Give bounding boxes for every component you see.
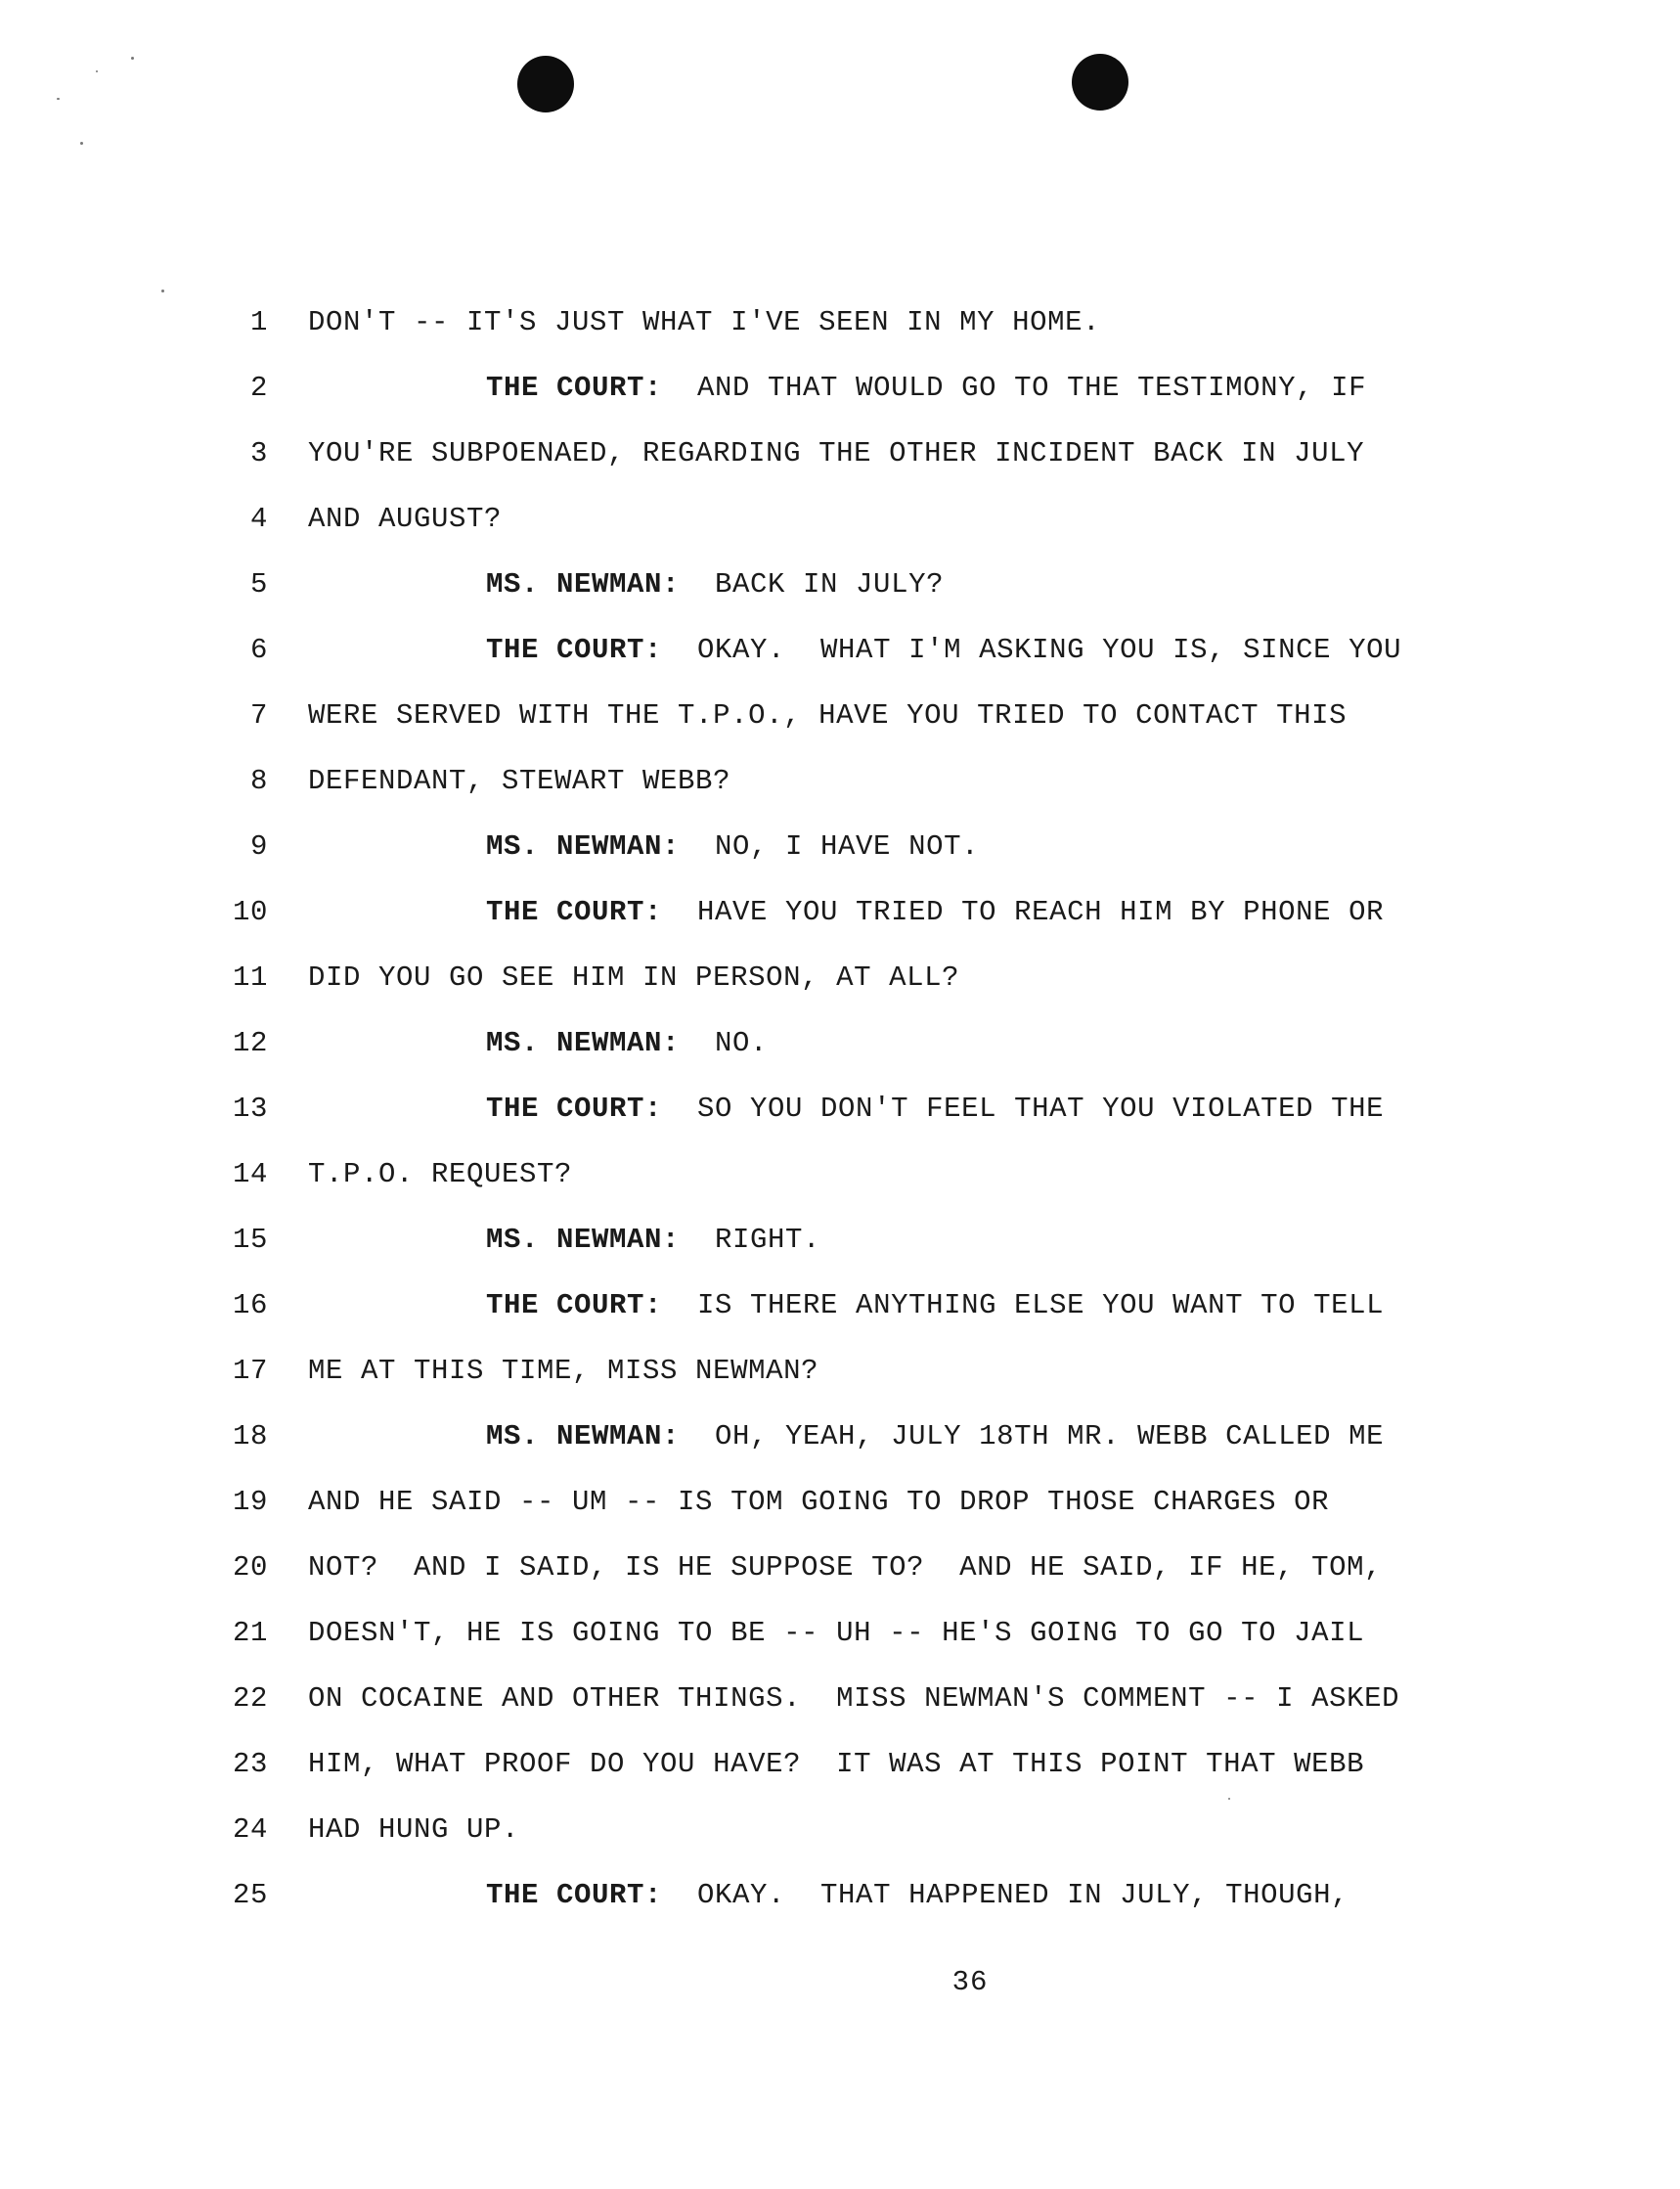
line-text <box>486 1076 1384 1141</box>
transcript-line <box>0 1076 1680 1141</box>
spoken-text: OKAY. WHAT I'M ASKING YOU IS, SINCE YOU <box>662 634 1402 666</box>
line-number: 24 <box>232 1813 268 1846</box>
transcript-line <box>0 1141 1680 1207</box>
line-number: 23 <box>232 1748 268 1780</box>
transcript-line <box>0 1666 1680 1731</box>
transcript-line <box>0 1273 1680 1338</box>
line-text <box>308 748 730 814</box>
scan-speck <box>131 57 134 60</box>
line-text <box>308 421 1364 486</box>
spoken-text: HAD HUNG UP. <box>308 1813 520 1846</box>
line-text <box>308 1141 572 1207</box>
line-number: 10 <box>232 896 268 928</box>
speaker-label: THE COURT: <box>486 634 663 666</box>
line-number: 13 <box>232 1093 268 1125</box>
spoken-text: YOU'RE SUBPOENAED, REGARDING THE OTHER INCIDENT BACK IN JULY <box>308 437 1365 469</box>
line-text <box>308 1731 1364 1797</box>
transcript-line <box>0 421 1680 486</box>
spoken-text: DOESN'T, HE IS GOING TO BE -- UH -- HE'S GOING TO GO TO JAIL <box>308 1617 1365 1649</box>
spoken-text: NO. <box>680 1027 769 1059</box>
line-text <box>308 1469 1329 1535</box>
spoken-text: HIM, WHAT PROOF DO YOU HAVE? IT WAS AT THIS POINT THAT WEBB <box>308 1748 1365 1780</box>
transcript-line <box>0 1207 1680 1273</box>
transcript-line <box>0 879 1680 945</box>
speaker-label: THE COURT: <box>486 896 663 928</box>
line-text <box>486 1010 768 1076</box>
line-number: 11 <box>232 961 268 994</box>
line-text <box>486 1404 1384 1469</box>
line-text <box>486 1273 1384 1338</box>
speaker-label: THE COURT: <box>486 1093 663 1125</box>
line-text <box>308 683 1347 748</box>
line-number: 15 <box>232 1224 268 1256</box>
punch-hole-right <box>1072 54 1128 111</box>
spoken-text: ON COCAINE AND OTHER THINGS. MISS NEWMAN'S COMMENT -- I ASKED <box>308 1682 1400 1715</box>
transcript-line <box>0 552 1680 617</box>
line-number: 17 <box>232 1355 268 1387</box>
line-text <box>308 1535 1382 1600</box>
transcript-body <box>0 290 1680 1928</box>
line-text <box>308 486 502 552</box>
spoken-text: DEFENDANT, STEWART WEBB? <box>308 765 731 797</box>
spoken-text: AND HE SAID -- UM -- IS TOM GOING TO DROP THOSE CHARGES OR <box>308 1486 1330 1518</box>
transcript-line <box>0 945 1680 1010</box>
line-text <box>486 1862 1348 1928</box>
transcript-line <box>0 1469 1680 1535</box>
transcript-line <box>0 814 1680 879</box>
transcript-line <box>0 1600 1680 1666</box>
line-text <box>308 1338 818 1404</box>
line-text <box>486 617 1401 683</box>
line-number: 22 <box>232 1682 268 1715</box>
spoken-text: OH, YEAH, JULY 18TH MR. WEBB CALLED ME <box>680 1420 1385 1452</box>
line-text <box>308 1666 1399 1731</box>
transcript-line <box>0 1010 1680 1076</box>
line-text <box>486 355 1366 421</box>
transcript-line <box>0 1338 1680 1404</box>
line-text <box>486 879 1384 945</box>
speaker-label: THE COURT: <box>486 1879 663 1911</box>
transcript-line <box>0 683 1680 748</box>
line-number: 14 <box>232 1158 268 1190</box>
line-text <box>308 1797 519 1862</box>
spoken-text: ME AT THIS TIME, MISS NEWMAN? <box>308 1355 819 1387</box>
spoken-text: AND AUGUST? <box>308 503 503 535</box>
line-number: 12 <box>232 1027 268 1059</box>
speaker-label: THE COURT: <box>486 1289 663 1321</box>
spoken-text: T.P.O. REQUEST? <box>308 1158 573 1190</box>
line-number: 4 <box>249 503 268 535</box>
line-text <box>308 290 1100 355</box>
line-number: 8 <box>249 765 268 797</box>
spoken-text: AND THAT WOULD GO TO THE TESTIMONY, IF <box>662 372 1367 404</box>
line-number: 18 <box>232 1420 268 1452</box>
line-text <box>308 1600 1364 1666</box>
spoken-text: DON'T -- IT'S JUST WHAT I'VE SEEN IN MY HOME. <box>308 306 1101 338</box>
spoken-text: RIGHT. <box>680 1224 821 1256</box>
line-number: 5 <box>249 568 268 601</box>
spoken-text: OKAY. THAT HAPPENED IN JULY, THOUGH, <box>662 1879 1349 1911</box>
speaker-label: MS. NEWMAN: <box>486 568 681 601</box>
line-number: 19 <box>232 1486 268 1518</box>
scan-speck <box>96 70 98 72</box>
line-number: 1 <box>249 306 268 338</box>
transcript-line <box>0 290 1680 355</box>
transcript-line <box>0 1731 1680 1797</box>
transcript-line <box>0 748 1680 814</box>
punch-hole-left <box>517 56 574 112</box>
spoken-text: NO, I HAVE NOT. <box>680 830 980 863</box>
scan-speck <box>80 142 83 145</box>
line-number: 21 <box>232 1617 268 1649</box>
transcript-line <box>0 1862 1680 1928</box>
spoken-text: NOT? AND I SAID, IS HE SUPPOSE TO? AND HE SAID, IF HE, TOM, <box>308 1551 1383 1584</box>
line-text <box>486 1207 820 1273</box>
line-number: 7 <box>249 699 268 732</box>
spoken-text: HAVE YOU TRIED TO REACH HIM BY PHONE OR <box>662 896 1385 928</box>
line-text <box>486 552 944 617</box>
page-number: 36 <box>951 1966 989 1998</box>
speaker-label: THE COURT: <box>486 372 663 404</box>
line-number: 25 <box>232 1879 268 1911</box>
transcript-line <box>0 1404 1680 1469</box>
transcript-line <box>0 355 1680 421</box>
speaker-label: MS. NEWMAN: <box>486 1420 681 1452</box>
transcript-line <box>0 617 1680 683</box>
spoken-text: WERE SERVED WITH THE T.P.O., HAVE YOU TRIED TO CONTACT THIS <box>308 699 1348 732</box>
speaker-label: MS. NEWMAN: <box>486 830 681 863</box>
line-number: 3 <box>249 437 268 469</box>
speaker-label: MS. NEWMAN: <box>486 1027 681 1059</box>
speaker-label: MS. NEWMAN: <box>486 1224 681 1256</box>
transcript-line <box>0 1535 1680 1600</box>
line-text <box>486 814 979 879</box>
line-number: 9 <box>249 830 268 863</box>
line-number: 20 <box>232 1551 268 1584</box>
line-text <box>308 945 959 1010</box>
transcript-line <box>0 486 1680 552</box>
line-number: 16 <box>232 1289 268 1321</box>
scan-speck <box>57 98 60 100</box>
spoken-text: IS THERE ANYTHING ELSE YOU WANT TO TELL <box>662 1289 1385 1321</box>
spoken-text: SO YOU DON'T FEEL THAT YOU VIOLATED THE <box>662 1093 1385 1125</box>
transcript-line <box>0 1797 1680 1862</box>
line-number: 6 <box>249 634 268 666</box>
spoken-text: DID YOU GO SEE HIM IN PERSON, AT ALL? <box>308 961 960 994</box>
spoken-text: BACK IN JULY? <box>680 568 945 601</box>
line-number: 2 <box>249 372 268 404</box>
